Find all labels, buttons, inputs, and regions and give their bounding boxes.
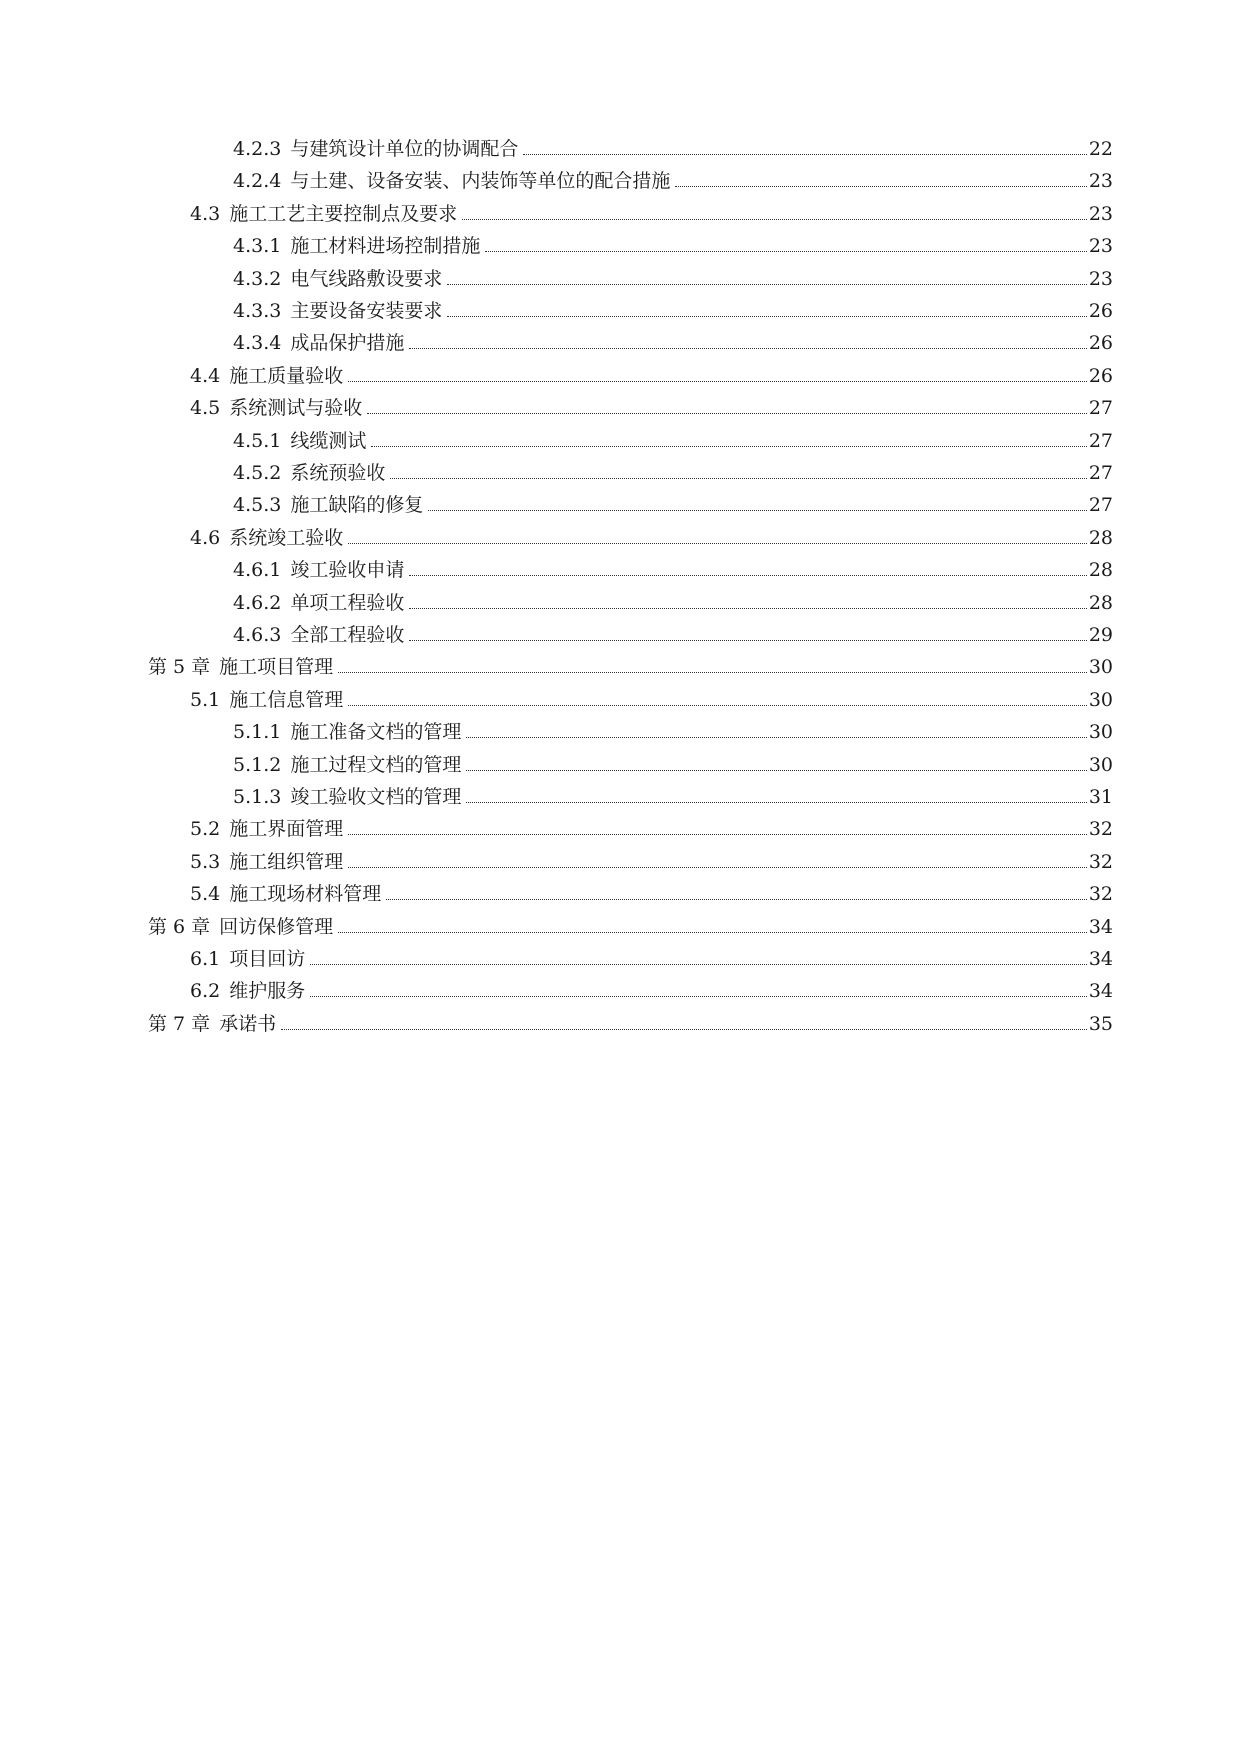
toc-entry-page-number: 23 xyxy=(1088,235,1113,258)
toc-dot-leader xyxy=(348,705,1087,706)
toc-entry-title: 施工界面管理 xyxy=(229,818,344,841)
toc-entry-title: 施工组织管理 xyxy=(229,850,344,873)
toc-dot-leader xyxy=(386,899,1087,900)
toc-entry-page-number: 26 xyxy=(1088,332,1113,355)
toc-entry[interactable] xyxy=(233,776,1113,808)
toc-entry[interactable] xyxy=(190,517,1113,549)
toc-entry[interactable] xyxy=(233,420,1113,452)
toc-entry-page-number: 26 xyxy=(1088,300,1113,322)
toc-dot-leader xyxy=(447,284,1086,285)
toc-entry-title: 施工缺陷的修复 xyxy=(290,494,424,517)
toc-dot-leader xyxy=(338,672,1087,673)
toc-dot-leader xyxy=(428,510,1086,511)
toc-dot-leader xyxy=(409,348,1086,349)
toc-entry-number: 第 7 章 xyxy=(148,1012,211,1035)
toc-entry-number: 4.3.3 xyxy=(233,300,282,322)
toc-dot-leader xyxy=(523,154,1086,155)
toc-entry-title: 施工项目管理 xyxy=(219,656,334,679)
toc-entry[interactable] xyxy=(233,549,1113,581)
toc-dot-leader xyxy=(310,964,1087,965)
toc-entry-page-number: 29 xyxy=(1088,624,1113,646)
toc-entry-number: 4.4 xyxy=(190,364,221,387)
toc-entry-page-number: 27 xyxy=(1088,462,1113,484)
toc-entry-page-number: 34 xyxy=(1088,948,1113,970)
toc-entry-number: 第 6 章 xyxy=(148,915,211,938)
toc-entry-page-number: 27 xyxy=(1088,494,1113,517)
toc-dot-leader xyxy=(371,446,1086,447)
toc-entry-title: 全部工程验收 xyxy=(290,624,405,646)
toc-entry-page-number: 23 xyxy=(1088,267,1113,290)
toc-entry-number: 5.1.2 xyxy=(233,753,282,776)
toc-entry[interactable] xyxy=(233,744,1113,776)
toc-entry-number: 4.6.3 xyxy=(233,624,282,646)
toc-entry-title: 施工过程文档的管理 xyxy=(290,753,462,776)
toc-entry-page-number: 32 xyxy=(1088,818,1113,841)
toc-dot-leader xyxy=(348,543,1087,544)
toc-dot-leader xyxy=(462,219,1087,220)
toc-entry[interactable] xyxy=(190,938,1113,970)
toc-entry-number: 4.3 xyxy=(190,202,221,225)
toc-entry-title: 竣工验收申请 xyxy=(290,559,405,582)
toc-entry-title: 线缆测试 xyxy=(290,429,367,452)
toc-dot-leader xyxy=(338,932,1087,933)
toc-entry-page-number: 22 xyxy=(1088,138,1113,160)
toc-entry-page-number: 30 xyxy=(1088,688,1113,711)
toc-entry[interactable] xyxy=(190,970,1113,1002)
toc-entry-title: 竣工验收文档的管理 xyxy=(290,786,462,808)
toc-entry[interactable] xyxy=(233,225,1113,257)
toc-entry-page-number: 28 xyxy=(1088,559,1113,582)
toc-entry[interactable] xyxy=(190,387,1113,419)
toc-entry-page-number: 30 xyxy=(1088,656,1113,679)
toc-dot-leader xyxy=(409,608,1086,609)
toc-entry[interactable] xyxy=(233,582,1113,614)
toc-entry-title: 成品保护措施 xyxy=(290,332,405,355)
toc-entry-number: 4.6 xyxy=(190,526,221,549)
toc-entry-page-number: 27 xyxy=(1088,397,1113,420)
toc-dot-leader xyxy=(348,381,1087,382)
toc-entry-title: 系统测试与验收 xyxy=(229,397,363,420)
toc-entry-page-number: 32 xyxy=(1088,850,1113,873)
toc-entry-number: 4.6.1 xyxy=(233,559,282,582)
toc-entry-title: 系统预验收 xyxy=(290,462,386,484)
toc-entry-title: 施工信息管理 xyxy=(229,688,344,711)
toc-dot-leader xyxy=(310,996,1087,997)
toc-dot-leader xyxy=(466,737,1086,738)
toc-dot-leader xyxy=(466,802,1086,803)
toc-entry-page-number: 23 xyxy=(1088,170,1113,193)
toc-dot-leader xyxy=(409,640,1086,641)
toc-entry-title: 施工现场材料管理 xyxy=(229,883,382,906)
toc-dot-leader xyxy=(367,413,1087,414)
toc-entry[interactable] xyxy=(190,355,1113,387)
toc-dot-leader xyxy=(409,575,1086,576)
toc-entry-number: 6.2 xyxy=(190,980,221,1003)
toc-entry-title: 施工材料进场控制措施 xyxy=(290,235,481,258)
toc-entry-title: 承诺书 xyxy=(219,1012,277,1035)
toc-entry-page-number: 23 xyxy=(1088,202,1113,225)
toc-entry-title: 回访保修管理 xyxy=(219,915,334,938)
toc-entry-page-number: 30 xyxy=(1088,721,1113,744)
toc-entry[interactable] xyxy=(233,290,1113,322)
toc-entry-page-number: 31 xyxy=(1088,786,1113,808)
toc-entry-title: 施工质量验收 xyxy=(229,364,344,387)
toc-entry-number: 5.1.1 xyxy=(233,721,282,744)
toc-dot-leader xyxy=(348,867,1087,868)
toc-entry-number: 4.6.2 xyxy=(233,591,282,614)
toc-entry-number: 4.5 xyxy=(190,397,221,420)
toc-entry-title: 项目回访 xyxy=(229,948,306,970)
toc-entry[interactable] xyxy=(190,193,1113,225)
toc-entry-number: 5.2 xyxy=(190,818,221,841)
toc-entry-title: 主要设备安装要求 xyxy=(290,300,443,322)
toc-entry[interactable] xyxy=(233,128,1113,160)
toc-entry[interactable] xyxy=(190,841,1113,873)
toc-entry-title: 与建筑设计单位的协调配合 xyxy=(290,138,519,160)
toc-entry[interactable] xyxy=(233,711,1113,743)
toc-entry-number: 5.1 xyxy=(190,688,221,711)
toc-entry[interactable] xyxy=(233,322,1113,354)
toc-entry[interactable] xyxy=(190,808,1113,840)
toc-entry-page-number: 27 xyxy=(1088,429,1113,452)
toc-entry-number: 4.2.3 xyxy=(233,138,282,160)
toc-entry-number: 6.1 xyxy=(190,948,221,970)
toc-entry-page-number: 30 xyxy=(1088,753,1113,776)
toc-entry-page-number: 28 xyxy=(1088,591,1113,614)
toc-entry[interactable] xyxy=(233,484,1113,516)
toc-entry-number: 5.1.3 xyxy=(233,786,282,808)
toc-dot-leader xyxy=(675,186,1086,187)
toc-dot-leader xyxy=(485,251,1086,252)
toc-entry-title: 与土建、设备安装、内装饰等单位的配合措施 xyxy=(290,170,671,193)
toc-entry-number: 第 5 章 xyxy=(148,656,211,679)
toc-entry[interactable] xyxy=(233,258,1113,290)
toc-entry-number: 4.3.2 xyxy=(233,267,282,290)
toc-dot-leader xyxy=(447,316,1086,317)
toc-entry-number: 4.5.3 xyxy=(233,494,282,517)
toc-entry[interactable] xyxy=(233,452,1113,484)
toc-entry-number: 4.5.1 xyxy=(233,429,282,452)
toc-entry-page-number: 26 xyxy=(1088,364,1113,387)
toc-entry-page-number: 28 xyxy=(1088,526,1113,549)
toc-entry[interactable] xyxy=(148,646,1113,678)
toc-entry-number: 4.3.1 xyxy=(233,235,282,258)
toc-entry-number: 4.5.2 xyxy=(233,462,282,484)
toc-entry[interactable] xyxy=(190,873,1113,905)
toc-entry-page-number: 34 xyxy=(1088,915,1113,938)
toc-entry[interactable] xyxy=(148,1003,1113,1035)
toc-entry-title: 施工准备文档的管理 xyxy=(290,721,462,744)
toc-entry[interactable] xyxy=(233,160,1113,192)
toc-entry[interactable] xyxy=(233,614,1113,646)
toc-entry-page-number: 35 xyxy=(1088,1012,1113,1035)
toc-entry-title: 施工工艺主要控制点及要求 xyxy=(229,202,458,225)
toc-entry-title: 电气线路敷设要求 xyxy=(290,267,443,290)
toc-entry-number: 4.2.4 xyxy=(233,170,282,193)
toc-dot-leader xyxy=(348,834,1087,835)
toc-entry-title: 单项工程验收 xyxy=(290,591,405,614)
toc-entry-title: 系统竣工验收 xyxy=(229,526,344,549)
toc-entry-page-number: 34 xyxy=(1088,980,1113,1003)
toc-entry[interactable] xyxy=(190,679,1113,711)
toc-dot-leader xyxy=(390,478,1086,479)
toc-entry-page-number: 32 xyxy=(1088,883,1113,906)
toc-entry-title: 维护服务 xyxy=(229,980,306,1003)
toc-entry-number: 4.3.4 xyxy=(233,332,282,355)
toc-entry-number: 5.4 xyxy=(190,883,221,906)
toc-dot-leader xyxy=(466,770,1086,771)
toc-entry[interactable] xyxy=(148,906,1113,938)
toc-entry-number: 5.3 xyxy=(190,850,221,873)
toc-dot-leader xyxy=(281,1029,1087,1030)
